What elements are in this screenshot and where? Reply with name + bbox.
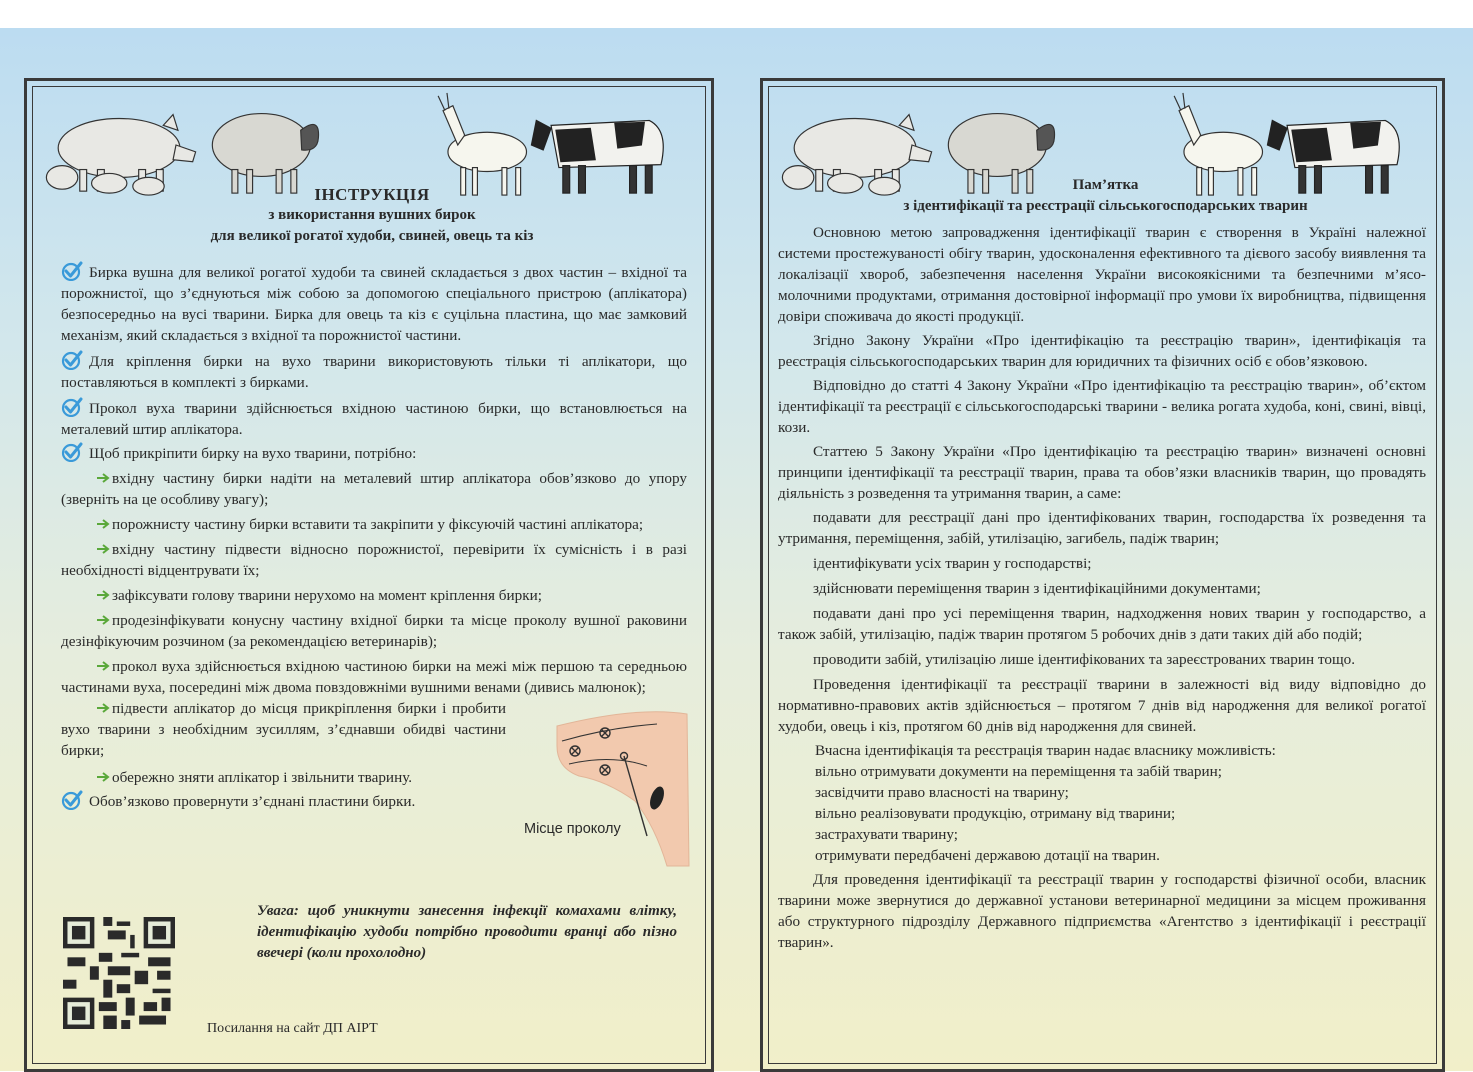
paragraph: Згідно Закону України «Про ідентифікацію та реєстрацію тварин», ідентифікація та реєстрація сільськогосподарських тварин для юридичних та фізичних осіб є обов’язковою. bbox=[778, 332, 1426, 370]
paragraph bbox=[61, 790, 506, 812]
paragraph-text: Прокол вуха тварини здійснюється вхідною частиною бирки, що встановлюється на металевий штир аплікатора. bbox=[61, 400, 687, 438]
paragraph bbox=[61, 397, 687, 440]
green-arrow-icon bbox=[96, 590, 110, 600]
list-item: ідентифікувати усіх тварин у господарстві; bbox=[813, 555, 1092, 572]
paragraph-text: Для кріплення бирки на вухо тварини використовують тільки ті аплікатори, що поставляються в комплекті з бирками. bbox=[61, 353, 687, 391]
warning-note: Увага: щоб уникнути занесення інфекції комахами влітку, ідентифікацію худоби потрібно проводити вранці або пізно ввечері (коли прохолодно) bbox=[257, 903, 677, 961]
list-item-text: вхідну частину бирки надіти на металевий штир аплікатора обов’язково до упору (зверніть на це особливу увагу); bbox=[61, 470, 687, 508]
animals-illustration bbox=[37, 91, 692, 199]
check-circle-icon bbox=[61, 442, 83, 462]
paragraph: Основною метою запровадження ідентифікації тварин є створення в Україні належної системи простежуваності обігу тварин, удосконалення ефективного та дієвого засобу виявлення та локалізації хвороб, забезпечення населення України високоякісними та безпечними м’ясо-молочними продуктами, отримання достовірної інформації про умови їх виробництва, підвищення довіри споживача до якості продукції. bbox=[778, 224, 1426, 325]
subtitle: з ідентифікації та реєстрації сільськогосподарських тварин bbox=[903, 198, 1308, 214]
list-item-text: обережно зняти аплікатор і звільнити тварину. bbox=[112, 769, 413, 786]
paragraph bbox=[61, 350, 687, 393]
green-arrow-icon bbox=[96, 615, 110, 625]
green-arrow-icon bbox=[96, 473, 110, 483]
paragraph: Відповідно до статті 4 Закону України «Про ідентифікацію та реєстрацію тварин», об’єктом ідентифікації та реєстрації є сільськогосподарські тварини - велика рогата худоба, коні, свині, вівці, кози. bbox=[778, 377, 1426, 436]
list-item: отримувати передбачені державою дотації на тварин. bbox=[815, 847, 1160, 864]
paragraph-text: Щоб прикріпити бирку на вухо тварини, потрібно: bbox=[89, 445, 417, 462]
list-item-text: підвести аплікатор до місця прикріплення бирки і пробити вухо тварини з необхідним зусиллям, з’єднавши обидві частини бирки; bbox=[61, 700, 506, 759]
check-circle-icon bbox=[61, 261, 83, 281]
green-arrow-icon bbox=[96, 519, 110, 529]
paragraph bbox=[61, 442, 687, 464]
paragraph: Вчасна ідентифікація та реєстрація тварин надає власнику можливість: bbox=[815, 742, 1276, 759]
list-item-text: зафіксувати голову тварини нерухомо на момент кріплення бирки; bbox=[112, 587, 542, 604]
list-item: засвідчити право власності на тварину; bbox=[815, 784, 1069, 801]
paragraph-text: Бирка вушна для великої рогатої худоби та свиней складається з двох частин – вхідної та порожнистої, що з’єднуються між собою за допомогою спеціального пристрою (аплікатора) безпосередньо на вусі тварини. Бирка для овець та кіз є суцільна пластина, що має замковий механізм, який складається з вхідної та порожнистої частини. bbox=[61, 264, 687, 344]
list-item: застрахувати тварину; bbox=[815, 826, 958, 843]
paragraph-text: Обов’язково провернути з’єднані пластини бирки. bbox=[89, 793, 416, 810]
green-arrow-icon bbox=[96, 772, 110, 782]
check-circle-icon bbox=[61, 350, 83, 370]
list-item-text: вхідну частину підвести відносно порожнистої, перевірити їх сумісність і в разі необхідності відцентрувати їх; bbox=[61, 541, 687, 579]
subtitle: з використання вушних бирок bbox=[268, 207, 476, 223]
memo-title bbox=[773, 175, 1438, 217]
list-item-text: продезінфікувати конусну частину вхідної бирки та місце проколу вушної раковини дезінфікуючим розчином (за рекомендацією ветеринарів); bbox=[61, 612, 687, 650]
instruction-panel bbox=[24, 78, 714, 1072]
qr-caption: Посилання на сайт ДП АІРТ bbox=[207, 1021, 378, 1036]
list-item-text: порожнисту частину бирки вставити та закріпити у фіксуючій частині аплікатора; bbox=[112, 516, 644, 533]
list-item bbox=[61, 656, 687, 698]
memo-body bbox=[778, 222, 1426, 953]
list-item: подавати для реєстрації дані про ідентифікованих тварин, господарства їх розведення та утримання, переміщення, забій, утилізацію, загибель, падіж тварин; bbox=[778, 509, 1426, 547]
subtitle: для великої рогатої худоби, свиней, овець та кіз bbox=[210, 228, 534, 244]
list-item: здійснювати переміщення тварин з ідентифікаційними документами; bbox=[813, 580, 1261, 597]
check-circle-icon bbox=[61, 790, 83, 810]
paragraph: Проведення ідентифікації та реєстрації тварини в залежності від виду відповідно до нормативно-правових актів здійснюється – протягом 7 днів від народження для великої рогатої худоби, овець і кіз, протягом 60 днів від народження для свиней. bbox=[778, 676, 1426, 735]
list-item bbox=[61, 539, 687, 581]
leaflet-sheet bbox=[0, 28, 1473, 1071]
green-arrow-icon bbox=[96, 544, 110, 554]
paragraph: Статтею 5 Закону України «Про ідентифікацію та реєстрацію тварин» визначені основні принципи ідентифікації та реєстрації тварин, права та обов’язки власників тварин, що провадять діяльність з розведення та утримання тварин, а саме: bbox=[778, 443, 1426, 502]
paragraph: Для проведення ідентифікації та реєстрації тварин у господарстві фізичної особи, власник тварини може звернутися до державної установи ветеринарної медицини за місцем проживання або структурного підрозділу Державного підприємства «Агентство з ідентифікації і реєстрації тварин». bbox=[778, 871, 1426, 951]
list-item bbox=[61, 767, 506, 788]
puncture-site-label: Місце проколу bbox=[524, 821, 621, 837]
green-arrow-icon bbox=[96, 703, 110, 713]
list-item: вільно отримувати документи на переміщення та забій тварин; bbox=[815, 763, 1222, 780]
list-item bbox=[61, 468, 687, 510]
list-item bbox=[61, 698, 506, 761]
green-arrow-icon bbox=[96, 661, 110, 671]
memo-panel bbox=[760, 78, 1445, 1072]
list-item bbox=[61, 610, 687, 652]
check-circle-icon bbox=[61, 397, 83, 417]
paragraph bbox=[61, 261, 687, 346]
list-item bbox=[61, 514, 687, 535]
qr-code[interactable] bbox=[63, 917, 175, 1029]
ear-diagram bbox=[517, 706, 692, 871]
list-item: проводити забій, утилізацію лише ідентифікованих та зареєстрованих тварин тощо. bbox=[813, 651, 1356, 668]
list-item: подавати дані про усі переміщення тварин, надходження нових тварин у господарство, а також забій, утилізацію, падіж тварин протягом 5 робочих днів з дати таких дій або подій; bbox=[778, 605, 1426, 643]
title: ІНСТРУКЦІЯ bbox=[314, 185, 430, 204]
list-item bbox=[61, 585, 687, 606]
list-item: вільно реалізовувати продукцію, отриману від тварини; bbox=[815, 805, 1176, 822]
instruction-title bbox=[37, 184, 707, 247]
title: Пам’ятка bbox=[1072, 177, 1139, 193]
list-item-text: прокол вуха здійснюється вхідною частиною бирки на межі між першою та середньою частинами вуха, посередині між двома повздовжніми вушними венами (дивись малюнок); bbox=[61, 658, 687, 696]
